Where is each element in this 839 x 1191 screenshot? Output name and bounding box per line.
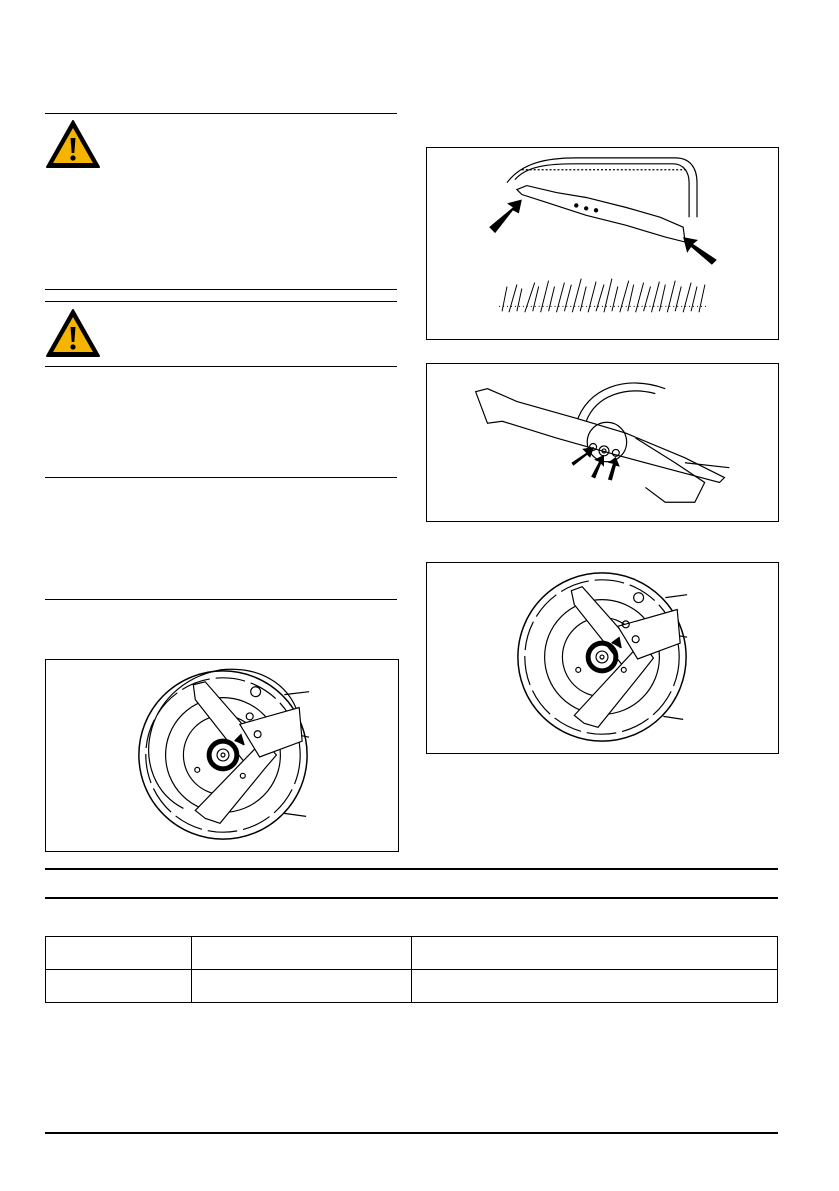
- table-row: [46, 937, 778, 970]
- top-rule-warning-1: [45, 113, 397, 114]
- section-rule: [45, 599, 397, 600]
- table-cell: [192, 937, 412, 970]
- section-header-bottom-rule: [45, 897, 778, 899]
- footer-rule: [45, 1132, 778, 1134]
- table-row: [46, 970, 778, 1003]
- figure-blade-removal: [45, 659, 399, 852]
- blade-bolts-icon: [427, 364, 778, 521]
- warning-triangle-icon: [44, 118, 102, 170]
- specification-table: [45, 936, 778, 1003]
- figure-blade-tighten: [426, 562, 779, 754]
- section-rule: [45, 366, 397, 367]
- bottom-rule-warning-1: [45, 289, 397, 290]
- table-cell: [46, 970, 192, 1003]
- table-cell: [46, 937, 192, 970]
- table-cell: [412, 937, 778, 970]
- blade-arrows-icon: [427, 148, 778, 339]
- table-cell: [192, 970, 412, 1003]
- blade-wheel-icon: [427, 563, 778, 753]
- figure-blade-bolts: [426, 363, 779, 522]
- top-rule-warning-2: [45, 301, 397, 302]
- blade-wheel-icon: [46, 660, 398, 851]
- figure-blade-orientation: [426, 147, 779, 340]
- section-header-top-rule: [45, 868, 778, 870]
- warning-triangle-icon: [44, 307, 102, 359]
- section-rule: [45, 477, 397, 478]
- table-cell: [412, 970, 778, 1003]
